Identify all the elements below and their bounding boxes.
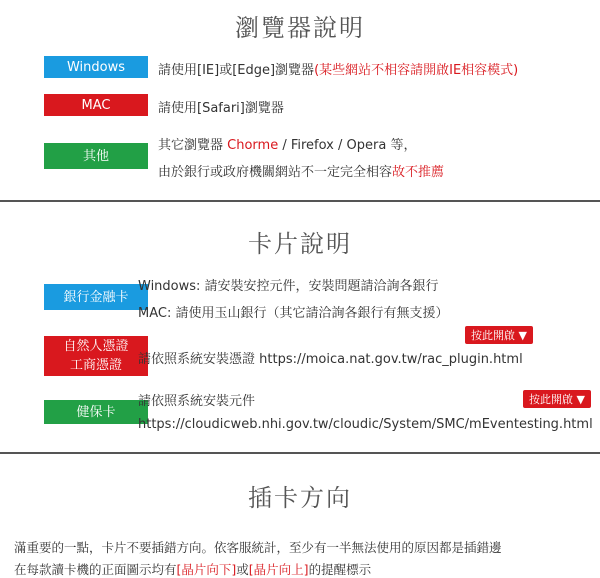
chip-up-label: [晶片向上] [248, 562, 309, 577]
browser-section-title: 瀏覽器說明 [235, 14, 365, 42]
mac-badge: MAC [44, 94, 148, 116]
windows-text [158, 59, 518, 78]
finance-card-badge: 銀行金融卡 [44, 284, 148, 310]
other-line-1-prefix: 其它瀏覽器 [158, 138, 228, 153]
insert-line-2-e: 的提醒標示 [308, 562, 372, 577]
cert-open-button[interactable]: 按此開啟 ▼ [465, 326, 533, 344]
cert-text: 請依照系統安裝憑證 https://moica.nat.gov.tw/rac_plugin.html [138, 352, 523, 367]
insert-line-2-c: 或 [236, 562, 249, 577]
insert-line-1: 滿重要的一點，卡片不要插錯方向。依客服統計，至少有一半無法使用的原因都是插錯邊 [14, 540, 502, 555]
divider-2 [0, 452, 600, 454]
windows-badge: Windows [44, 56, 148, 78]
other-line-1 [158, 134, 416, 153]
health-open-button[interactable]: 按此開啟 ▼ [523, 390, 591, 408]
health-line-2: https://cloudicweb.nhi.gov.tw/cloudic/System/SMC/mEventesting.html [138, 417, 593, 432]
finance-line-2: MAC: 請使用玉山銀行（其它請洽詢各銀行有無支援） [138, 306, 449, 321]
other-line-2-red: 故不推薦 [392, 165, 445, 180]
health-card-badge: 健保卡 [44, 400, 148, 424]
other-line-1-suffix: / Firefox / Opera 等， [278, 138, 417, 153]
finance-line-1: Windows: 請安裝安控元件，安裝問題請洽詢各銀行 [138, 279, 439, 294]
other-line-2 [158, 161, 444, 180]
chip-down-label: [晶片向下] [176, 562, 237, 577]
windows-note: (某些網站不相容請開啟IE相容模式) [314, 63, 519, 78]
card-section-title: 卡片說明 [248, 230, 352, 258]
cert-label-natural: 自然人憑證 [63, 339, 129, 354]
cert-label-business: 工商憑證 [69, 358, 122, 373]
insert-line-2-a: 在每款讀卡機的正面圖示均有 [14, 562, 177, 577]
other-line-2-prefix: 由於銀行或政府機關網站不一定完全相容 [158, 165, 393, 180]
other-line-1-red: Chorme [227, 138, 279, 153]
windows-instruction: 請使用[IE]或[Edge]瀏覽器 [158, 63, 315, 78]
other-badge: 其他 [44, 143, 148, 169]
divider-1 [0, 200, 600, 202]
health-line-1: 請依照系統安裝元件 [138, 394, 256, 409]
cert-badge [44, 336, 148, 376]
insert-section-title: 插卡方向 [248, 484, 352, 512]
mac-text: 請使用[Safari]瀏覽器 [158, 101, 284, 116]
insert-line-2 [14, 560, 371, 578]
